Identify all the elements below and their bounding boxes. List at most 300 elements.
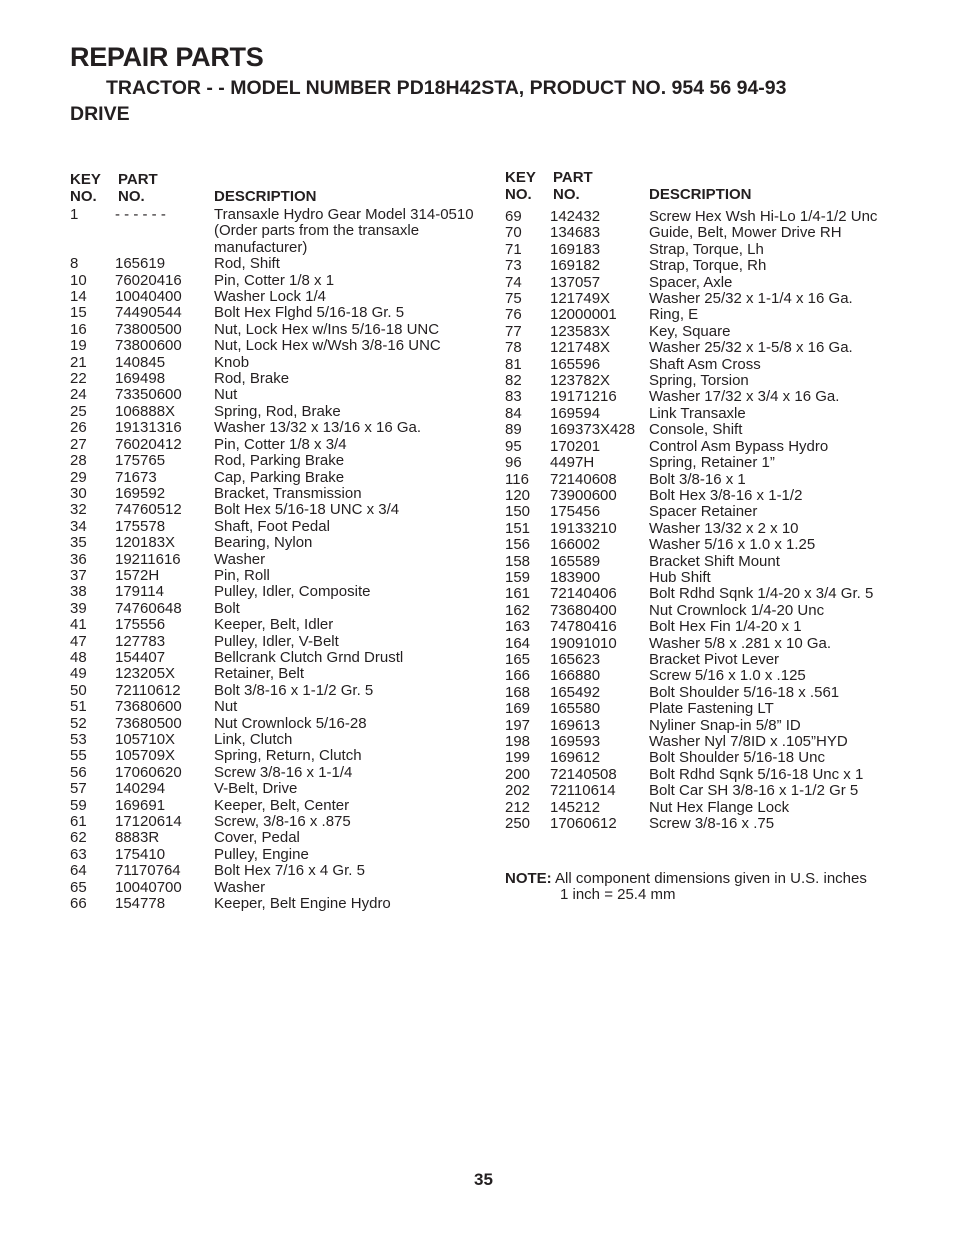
part-description: Pulley, Idler, V-Belt	[214, 632, 339, 650]
part-number: 154407	[115, 648, 166, 666]
key-number: 162	[505, 601, 531, 619]
key-number: 49	[70, 665, 87, 683]
part-row	[505, 242, 945, 258]
part-row	[70, 765, 490, 781]
part-row	[505, 258, 945, 274]
part-description: Hub Shift	[649, 568, 711, 586]
part-number: 17060612	[550, 815, 617, 833]
parts-column-left	[70, 171, 490, 912]
part-row	[505, 570, 945, 586]
key-number: 151	[505, 519, 531, 537]
part-row	[505, 291, 945, 307]
part-description: Shaft Asm Cross	[649, 355, 761, 373]
key-number: 27	[70, 435, 87, 453]
part-row	[70, 814, 490, 830]
key-number: 29	[70, 468, 87, 486]
part-number: 76020412	[115, 435, 182, 453]
part-row	[505, 586, 945, 602]
part-number: 175765	[115, 452, 166, 470]
part-row	[70, 830, 490, 846]
part-description: Washer 5/16 x 1.0 x 1.25	[649, 536, 816, 554]
key-number: 71	[505, 240, 522, 258]
part-description: Nut Hex Flange Lock	[649, 798, 790, 816]
key-number: 161	[505, 585, 531, 603]
part-row	[70, 880, 490, 896]
key-number: 66	[70, 895, 87, 913]
part-description: Guide, Belt, Mower Drive RH	[649, 224, 842, 242]
key-number: 169	[505, 700, 531, 718]
part-description: Bolt Hex Fin 1/4-20 x 1	[649, 618, 802, 636]
key-number: 197	[505, 716, 531, 734]
part-number: 120183X	[115, 534, 176, 552]
part-number: 166880	[550, 667, 601, 685]
part-row	[505, 734, 945, 750]
part-description: Bracket Shift Mount	[649, 552, 780, 570]
part-number: 169373X428	[550, 421, 636, 439]
part-row	[70, 683, 490, 699]
key-number: 63	[70, 845, 87, 863]
part-description: Bracket Pivot Lever	[649, 650, 780, 668]
part-number: 73800600	[115, 337, 182, 355]
part-number: 123583X	[550, 322, 611, 340]
part-description: Link Transaxle	[649, 404, 746, 422]
part-row	[505, 373, 945, 389]
part-description: Pin, Cotter 1/8 x 1	[214, 271, 335, 289]
part-row	[70, 519, 490, 535]
part-row	[70, 305, 490, 321]
part-description: Bolt Rdhd Sqnk 1/4-20 x 3/4 Gr. 5	[649, 585, 874, 603]
dimension-note	[505, 871, 867, 902]
part-number: 72110614	[550, 782, 616, 800]
part-number: 179114	[115, 583, 164, 601]
part-number: 76020416	[115, 271, 182, 289]
part-description: Nut Crownlock 1/4-20 Unc	[649, 601, 825, 619]
part-description: Washer 25/32 x 1-5/8 x 16 Ga.	[649, 339, 853, 357]
part-description: Strap, Torque, Lh	[649, 240, 764, 258]
section-title: DRIVE	[70, 103, 130, 125]
part-number: 19091010	[550, 634, 617, 652]
key-number: 82	[505, 372, 522, 390]
part-number: 10040700	[115, 878, 182, 896]
part-description: Washer 13/32 x 13/16 x 16 Ga.	[214, 419, 422, 437]
part-number: 166002	[550, 536, 601, 554]
part-row	[505, 685, 945, 701]
key-number: 41	[70, 616, 87, 634]
key-number: 159	[505, 568, 531, 586]
part-number: 169593	[550, 733, 601, 750]
key-number: 198	[505, 733, 531, 750]
part-description: Keeper, Belt, Center	[214, 796, 350, 814]
description-header: DESCRIPTION	[649, 186, 752, 203]
key-number: 25	[70, 402, 87, 420]
part-description: Bolt	[214, 599, 240, 617]
part-number: 4497H	[550, 454, 595, 472]
part-row	[70, 387, 490, 403]
key-number: 70	[505, 224, 522, 242]
key-number: 26	[70, 419, 87, 437]
key-number: 116	[505, 470, 529, 488]
part-row	[505, 783, 945, 799]
part-row	[70, 584, 490, 600]
key-number: 21	[70, 353, 87, 371]
part-row	[70, 617, 490, 633]
part-row	[505, 800, 945, 816]
part-row	[505, 340, 945, 356]
part-description: Washer	[214, 878, 266, 896]
part-description: Nyliner Snap-in 5/8” ID	[649, 716, 801, 734]
key-number: 89	[505, 421, 522, 439]
part-number: 165596	[550, 355, 601, 373]
part-description: Pulley, Idler, Composite	[214, 583, 371, 601]
part-description: Bracket, Transmission	[214, 484, 362, 502]
column-header	[505, 169, 945, 205]
part-description: Spring, Return, Clutch	[214, 747, 362, 765]
part-number: 170201	[550, 437, 601, 455]
part-row	[70, 568, 490, 584]
parts-list-right	[505, 209, 945, 832]
key-number: 84	[505, 404, 522, 422]
part-description: Ring, E	[649, 306, 699, 324]
part-number: 72140608	[550, 470, 617, 488]
part-row	[505, 324, 945, 340]
part-description: Spring, Torsion	[649, 372, 749, 390]
part-number: 74760648	[115, 599, 182, 617]
part-description: Rod, Parking Brake	[214, 452, 345, 470]
part-number: 123205X	[115, 665, 176, 683]
part-number: 71673	[115, 468, 157, 486]
part-number: 145212	[550, 798, 601, 816]
part-header: PART NO.	[553, 169, 593, 203]
part-description: Shaft, Foot Pedal	[214, 517, 330, 535]
part-row	[505, 619, 945, 635]
part-row	[70, 322, 490, 338]
part-description: Keeper, Belt Engine Hydro	[214, 895, 391, 913]
part-number: 121748X	[550, 339, 611, 357]
part-number: 105710X	[115, 731, 176, 748]
note-line-1: All component dimensions given in U.S. inches	[555, 870, 867, 887]
key-number: 24	[70, 386, 87, 404]
part-number: 19133210	[550, 519, 617, 537]
key-number: 38	[70, 583, 87, 601]
part-number: 73900600	[550, 486, 617, 504]
part-row	[505, 668, 945, 684]
key-number: 76	[505, 306, 522, 324]
part-row	[70, 207, 490, 256]
part-row	[505, 816, 945, 832]
part-row	[505, 554, 945, 570]
part-row	[505, 357, 945, 373]
key-number: 158	[505, 552, 531, 570]
key-number: 52	[70, 714, 87, 732]
part-description: Bellcrank Clutch Grnd Drustl	[214, 648, 404, 666]
key-number: 51	[70, 698, 87, 716]
part-description: Screw 3/8-16 x .75	[649, 815, 775, 833]
part-description: Spring, Rod, Brake	[214, 402, 341, 420]
part-number: 17120614	[115, 813, 182, 831]
key-number: 16	[70, 320, 87, 338]
part-number: 165580	[550, 700, 601, 718]
part-row	[70, 699, 490, 715]
key-number: 150	[505, 503, 531, 521]
key-number: 50	[70, 681, 87, 699]
key-number: 78	[505, 339, 522, 357]
part-description: Bolt Shoulder 5/16-18 x .561	[649, 683, 840, 701]
part-description: Cap, Parking Brake	[214, 468, 345, 486]
part-description: Nut Crownlock 5/16-28	[214, 714, 367, 732]
part-number: 175410	[115, 845, 166, 863]
part-row	[70, 748, 490, 764]
part-description: Bolt Shoulder 5/16-18 Unc	[649, 749, 825, 767]
key-number: 53	[70, 731, 87, 748]
part-description: Link, Clutch	[214, 731, 293, 748]
part-description: Retainer, Belt	[214, 665, 305, 683]
part-description: Washer Lock 1/4	[214, 288, 326, 306]
part-row	[70, 338, 490, 354]
part-row	[70, 470, 490, 486]
part-row	[70, 732, 490, 748]
key-number: 55	[70, 747, 87, 765]
key-number: 56	[70, 763, 87, 781]
key-number: 73	[505, 257, 522, 275]
part-row	[70, 404, 490, 420]
part-row	[70, 798, 490, 814]
part-header: PART NO.	[118, 171, 158, 205]
part-number: 140845	[115, 353, 166, 371]
part-number: 73680400	[550, 601, 617, 619]
part-number: 169592	[115, 484, 166, 502]
key-number: 14	[70, 288, 87, 306]
part-description: Bolt Hex 7/16 x 4 Gr. 5	[214, 862, 365, 880]
part-row	[70, 453, 490, 469]
part-number: 10040400	[115, 288, 182, 306]
part-row	[70, 896, 490, 912]
part-row	[505, 750, 945, 766]
part-description: Spacer Retainer	[649, 503, 758, 521]
note-label: NOTE:	[505, 870, 552, 887]
part-row	[70, 781, 490, 797]
parts-column-right	[505, 171, 945, 832]
part-row	[70, 634, 490, 650]
part-number: 73350600	[115, 386, 182, 404]
part-number: 169613	[550, 716, 601, 734]
part-number: 169612	[550, 749, 601, 767]
key-number: 156	[505, 536, 531, 554]
key-number: 15	[70, 304, 87, 322]
model-subtitle: TRACTOR - - MODEL NUMBER PD18H42STA, PRODUCT NO. 954 56 94-93	[106, 77, 787, 99]
part-number: 165623	[550, 650, 601, 668]
part-description: Bolt 3/8-16 x 1	[649, 470, 746, 488]
key-number: 168	[505, 683, 531, 701]
part-number: 169498	[115, 370, 166, 388]
part-row	[70, 486, 490, 502]
part-description: Pin, Cotter 1/8 x 3/4	[214, 435, 347, 453]
part-number: 140294	[115, 780, 166, 798]
part-description: Bolt Hex Flghd 5/16-18 Gr. 5	[214, 304, 405, 322]
part-description: Washer 5/8 x .281 x 10 Ga.	[649, 634, 832, 652]
key-number: 96	[505, 454, 522, 472]
part-number: 169183	[550, 240, 601, 258]
part-description: Washer 25/32 x 1-1/4 x 16 Ga.	[649, 290, 853, 308]
key-number: 39	[70, 599, 87, 617]
part-row	[505, 209, 945, 225]
part-description: Pulley, Engine	[214, 845, 309, 863]
part-number: 17060620	[115, 763, 182, 781]
key-number: 57	[70, 780, 87, 798]
part-number: 121749X	[550, 290, 611, 308]
part-number: 71170764	[115, 862, 181, 880]
part-description: Strap, Torque, Rh	[649, 257, 767, 275]
key-number: 95	[505, 437, 522, 455]
part-number: 137057	[550, 273, 601, 291]
part-row	[505, 636, 945, 652]
part-number: 19131316	[115, 419, 182, 437]
part-row	[505, 537, 945, 553]
part-description: Nut	[214, 698, 238, 716]
key-number: 59	[70, 796, 87, 814]
key-number: 81	[505, 355, 522, 373]
part-number: 73680500	[115, 714, 182, 732]
part-number: 127783	[115, 632, 166, 650]
part-description: Spring, Retainer 1”	[649, 454, 775, 472]
key-number: 48	[70, 648, 87, 666]
part-description: Bolt Rdhd Sqnk 5/16-18 Unc x 1	[649, 765, 864, 783]
key-number: 83	[505, 388, 522, 406]
key-number: 22	[70, 370, 87, 388]
part-row	[505, 455, 945, 471]
page-number: 35	[474, 1170, 493, 1189]
key-number: 199	[505, 749, 531, 767]
part-number: 73680600	[115, 698, 182, 716]
part-description: Screw 3/8-16 x 1-1/4	[214, 763, 353, 781]
key-number: 74	[505, 273, 522, 291]
part-description: Screw, 3/8-16 x .875	[214, 813, 351, 831]
key-number: 34	[70, 517, 87, 535]
part-description: Key, Square	[649, 322, 731, 340]
parts-list-left	[70, 207, 490, 912]
part-number: 12000001	[550, 306, 617, 324]
part-description: Washer Nyl 7/8ID x .105”HYD	[649, 733, 848, 750]
part-description: Nut	[214, 386, 238, 404]
part-description: Nut, Lock Hex w/Ins 5/16-18 UNC	[214, 320, 440, 338]
part-number: 73800500	[115, 320, 182, 338]
part-row	[505, 389, 945, 405]
part-description: Spacer, Axle	[649, 273, 733, 291]
part-row	[505, 275, 945, 291]
part-number: 183900	[550, 568, 601, 586]
key-number: 77	[505, 322, 522, 340]
part-number: 106888X	[115, 402, 176, 420]
part-row	[70, 716, 490, 732]
part-description: Pin, Roll	[214, 566, 270, 584]
part-number: 19171216	[550, 388, 617, 406]
part-description: Bolt Hex 5/16-18 UNC x 3/4	[214, 501, 400, 519]
part-row	[505, 603, 945, 619]
key-header: KEY NO.	[505, 169, 536, 203]
part-number: 169691	[115, 796, 166, 814]
part-description: Rod, Brake	[214, 370, 290, 388]
key-number: 28	[70, 452, 87, 470]
key-number: 36	[70, 550, 87, 568]
key-number: 202	[505, 782, 531, 800]
part-description: Console, Shift	[649, 421, 743, 439]
key-header: KEY NO.	[70, 171, 101, 205]
key-number: 165	[505, 650, 531, 668]
part-number: 19211616	[115, 550, 181, 568]
key-number: 62	[70, 829, 87, 847]
part-row	[70, 371, 490, 387]
part-number: 175578	[115, 517, 166, 535]
part-row	[70, 863, 490, 879]
part-number: 175556	[115, 616, 166, 634]
key-number: 120	[505, 486, 531, 504]
part-row	[70, 289, 490, 305]
part-number: 165492	[550, 683, 601, 701]
key-number: 69	[505, 208, 522, 225]
key-number: 8	[70, 255, 79, 273]
part-row	[70, 601, 490, 617]
part-description: Cover, Pedal	[214, 829, 300, 847]
part-description: Transaxle Hydro Gear Model 314-0510 (Order parts from the transaxle manufacturer)	[214, 206, 474, 256]
key-number: 47	[70, 632, 87, 650]
key-number: 10	[70, 271, 87, 289]
part-description: Bolt Hex 3/8-16 x 1-1/2	[649, 486, 803, 504]
part-number: 134683	[550, 224, 601, 242]
part-row	[505, 521, 945, 537]
key-number: 61	[70, 813, 87, 831]
part-row	[70, 355, 490, 371]
part-description: Knob	[214, 353, 250, 371]
part-row	[505, 488, 945, 504]
part-row	[70, 847, 490, 863]
key-number: 200	[505, 765, 531, 783]
part-number: 1572H	[115, 566, 160, 584]
part-description: Keeper, Belt, Idler	[214, 616, 334, 634]
key-number: 19	[70, 337, 87, 355]
part-row	[70, 273, 490, 289]
part-number: 74780416	[550, 618, 617, 636]
part-description: Nut, Lock Hex w/Wsh 3/8-16 UNC	[214, 337, 441, 355]
part-row	[70, 666, 490, 682]
part-row	[505, 718, 945, 734]
part-row	[70, 502, 490, 518]
part-description: Plate Fastening LT	[649, 700, 774, 718]
part-row	[70, 650, 490, 666]
part-description: V-Belt, Drive	[214, 780, 298, 798]
description-header: DESCRIPTION	[214, 188, 317, 205]
note-line-2: 1 inch = 25.4 mm	[560, 885, 676, 903]
part-number: 169182	[550, 257, 601, 275]
part-number: 142432	[550, 208, 601, 225]
part-number: 72110612	[115, 681, 181, 699]
part-row	[505, 225, 945, 241]
part-description: Washer 17/32 x 3/4 x 16 Ga.	[649, 388, 840, 406]
part-row	[505, 701, 945, 717]
part-number: 154778	[115, 895, 166, 913]
part-row	[70, 256, 490, 272]
part-description: Bolt 3/8-16 x 1-1/2 Gr. 5	[214, 681, 374, 699]
key-number: 166	[505, 667, 531, 685]
column-header	[70, 171, 490, 207]
part-row	[505, 406, 945, 422]
part-number: 72140406	[550, 585, 617, 603]
part-number: 105709X	[115, 747, 176, 765]
part-description: Washer	[214, 550, 266, 568]
part-description: Bearing, Nylon	[214, 534, 313, 552]
part-row	[70, 437, 490, 453]
part-number: 165589	[550, 552, 601, 570]
key-number: 212	[505, 798, 531, 816]
part-number: 169594	[550, 404, 601, 422]
